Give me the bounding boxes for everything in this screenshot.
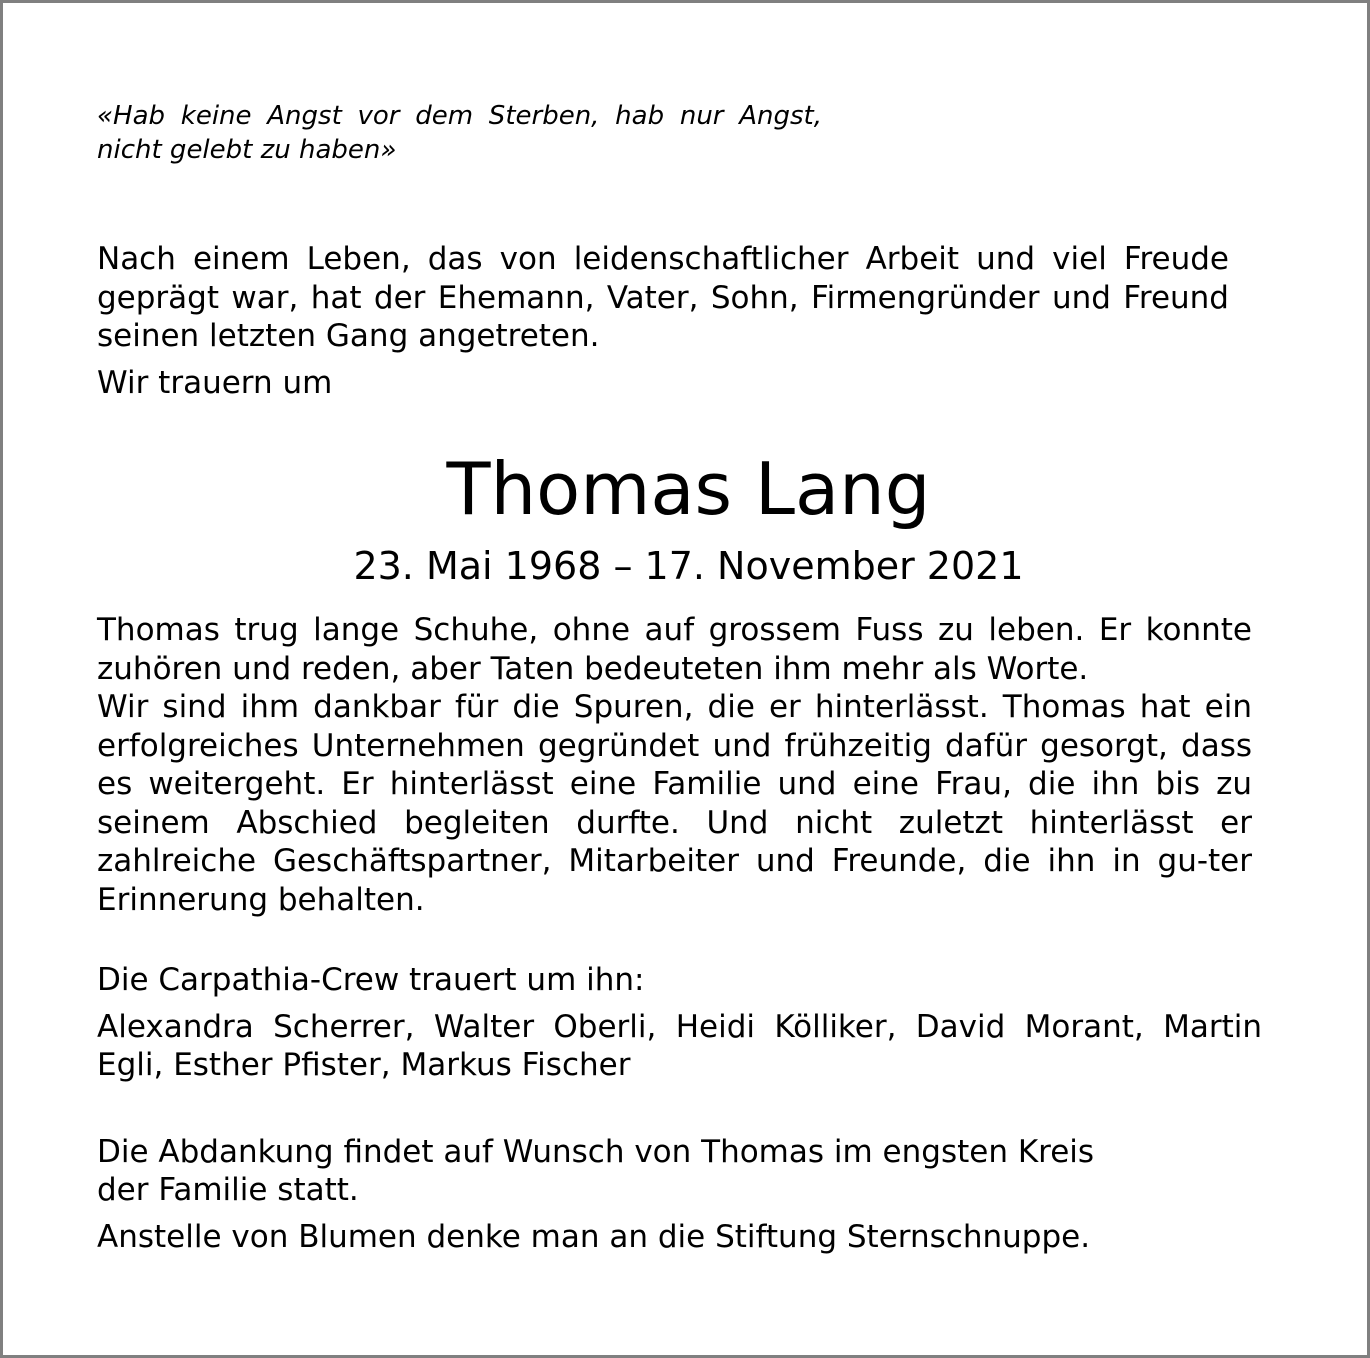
motto-quote [97,99,822,167]
crew-names: Alexandra Scherrer, Walter Oberli, Heidi Kölliker, David Morant, Martin Egli, Esther Pfister, Markus Fischer [97,1008,1262,1083]
funeral-notice: Die Abdankung findet auf Wunsch von Thomas im engsten Kreis der Familie statt. [97,1133,1095,1208]
intro-paragraph: Nach einem Leben, das von leidenschaftlicher Arbeit und viel Freude geprägt war, hat der Ehemann, Vater, Sohn, Firmengründer und Freund seinen letzten Gang angetreten. [97,241,1229,354]
tribute-text: Thomas trug lange Schuhe, ohne auf grossem Fuss zu leben. Er konnte zuhören und reden, aber Taten bedeuteten ihm mehr als Worte. [97,612,1252,687]
obituary-content [97,99,1262,1256]
mourning-line: Wir trauern um [97,364,333,401]
motto-line: «Hab keine Angst vor dem Sterben, hab nur Angst, [97,101,822,131]
life-dates: 23. Mai 1968 – 17. November 2021 [353,544,1024,588]
deceased-name: Thomas Lang [446,447,931,531]
tribute-paragraph [97,611,1252,919]
donation-notice: Anstelle von Blumen denke man an die Stiftung Sternschnuppe. [97,1218,1091,1255]
crew-intro: Die Carpathia-Crew trauert um ihn: [97,962,645,998]
tribute-text: Wir sind ihm dankbar für die Spuren, die er hinterlässt. Thomas hat ein erfolgreiches Unternehmen gegründet und frühzeitig dafür gesorgt, dass es weitergeht. Er hinterlässt eine Familie und eine Frau, die ihn bis zu seinem Abschied begleiten durfte. Und nicht zuletzt hinterlässt er zahlreiche Geschäftspartner, Mitarbeiter und Freunde, die ihn in gu-ter Erinnerung behalten. [97,689,1252,918]
motto-line: nicht gelebt zu haben» [97,135,397,165]
